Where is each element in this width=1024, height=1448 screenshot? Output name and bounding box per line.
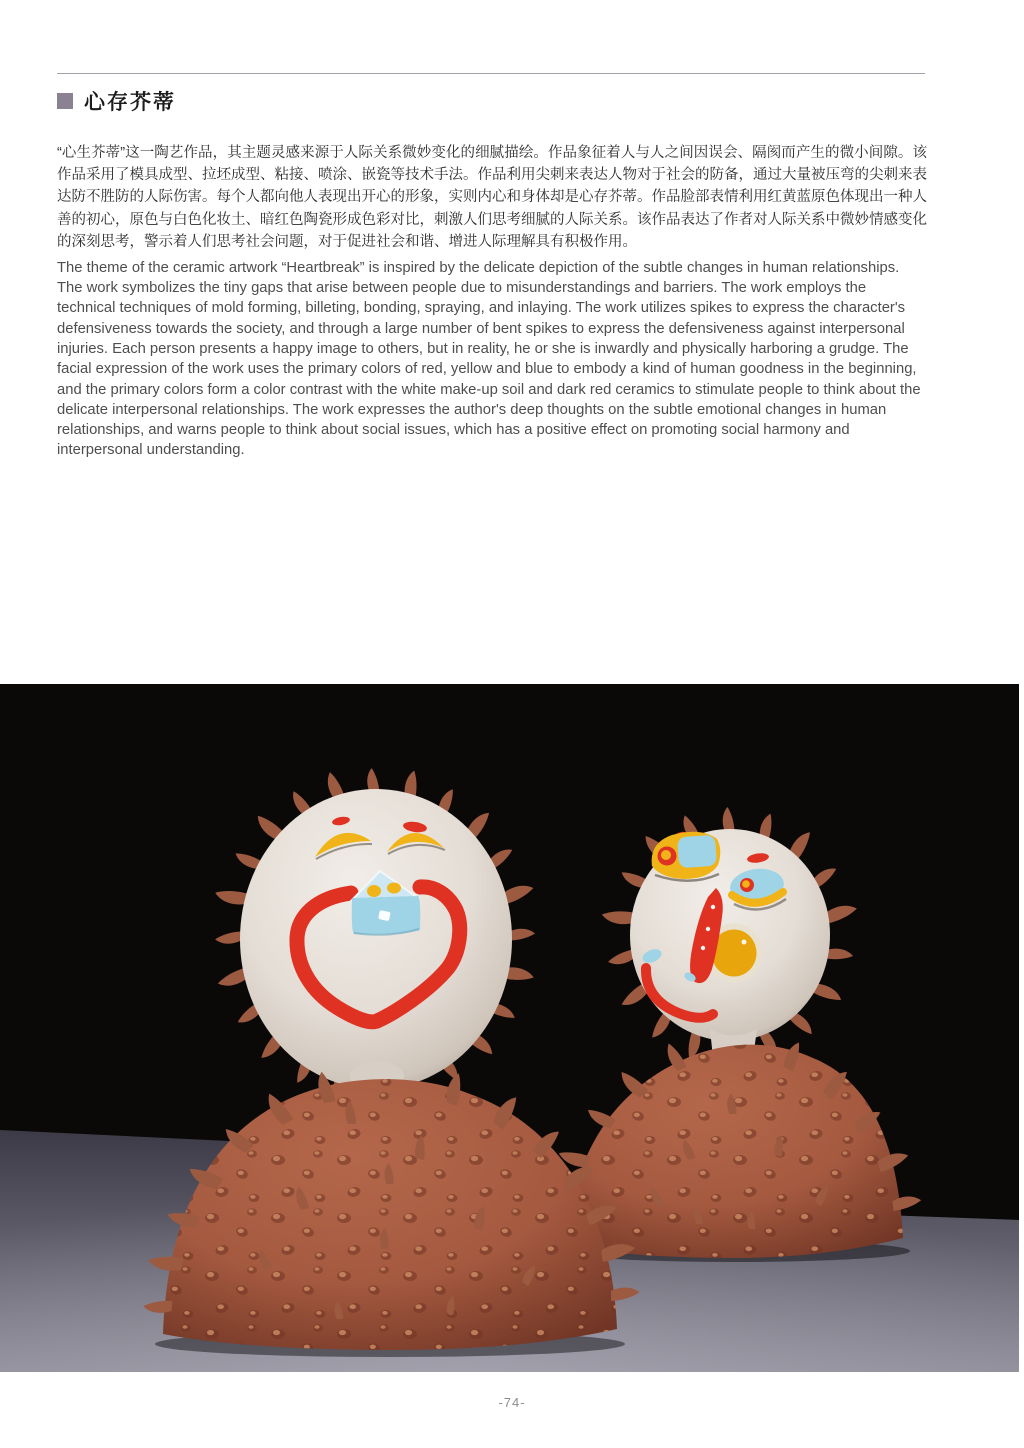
top-rule-divider	[57, 73, 925, 74]
title-row	[57, 86, 176, 116]
description-english: The theme of the ceramic artwork “Heartbreak” is inspired by the delicate depiction of the subtle changes in human relationships. The work symbolizes the tiny gaps that arise between people due to misunderstandings and barriers. The work employs the technical techniques of mold forming, billeting, bonding, spraying, and inlaying. The work utilizes spikes to express the character's defensiveness towards the society, and through a large number of bent spikes to express the defensiveness against interpersonal injuries. Each person presents a happy image to others, but in reality, he or she is inwardly and physically harboring a grudge. The facial expression of the work uses the primary colors of red, yellow and blue to embody a kind of human goodness in the beginning, and the primary colors form a color contrast with the white make-up soil and dark red ceramics to stimulate people to think about the delicate interpersonal relationships. The work expresses the author's deep thoughts on the subtle emotional changes in human relationships, and warns people to think about social issues, which has a positive effect on promoting social harmony and interpersonal understanding.	[57, 259, 921, 459]
artwork-photo	[0, 684, 1019, 1372]
left-head	[240, 789, 512, 1089]
page-title: 心存芥蒂	[84, 91, 176, 114]
page-number: -74-	[498, 1395, 526, 1410]
description-chinese: “心生芥蒂”这一陶艺作品，其主题灵感来源于人际关系微妙变化的细腻描绘。作品象征着人与人之间因误会、隔阂而产生的微小间隙。该作品采用了模具成型、拉坯成型、粘接、喷涂、嵌瓷等技术手法。作品利用尖刺来表达人物对于社会的防备，通过大量被压弯的尖刺来表达防不胜防的人际伤害。每个人都向他人表现出开心的形象，实则内心和身体却是心存芥蒂。作品脸部表情利用红黄蓝原色体现出一种人善的初心，原色与白色化妆土、暗红色陶瓷形成色彩对比，刺激人们思考细腻的人际关系。该作品表达了作者对人际关系中微妙情感变化的深刻思考，警示着人们思考社会问题，对于促进社会和谐、增进人际理解具有积极作用。	[57, 144, 927, 251]
artwork-photo-canvas	[0, 684, 1019, 1372]
title-bullet-square	[57, 93, 73, 109]
